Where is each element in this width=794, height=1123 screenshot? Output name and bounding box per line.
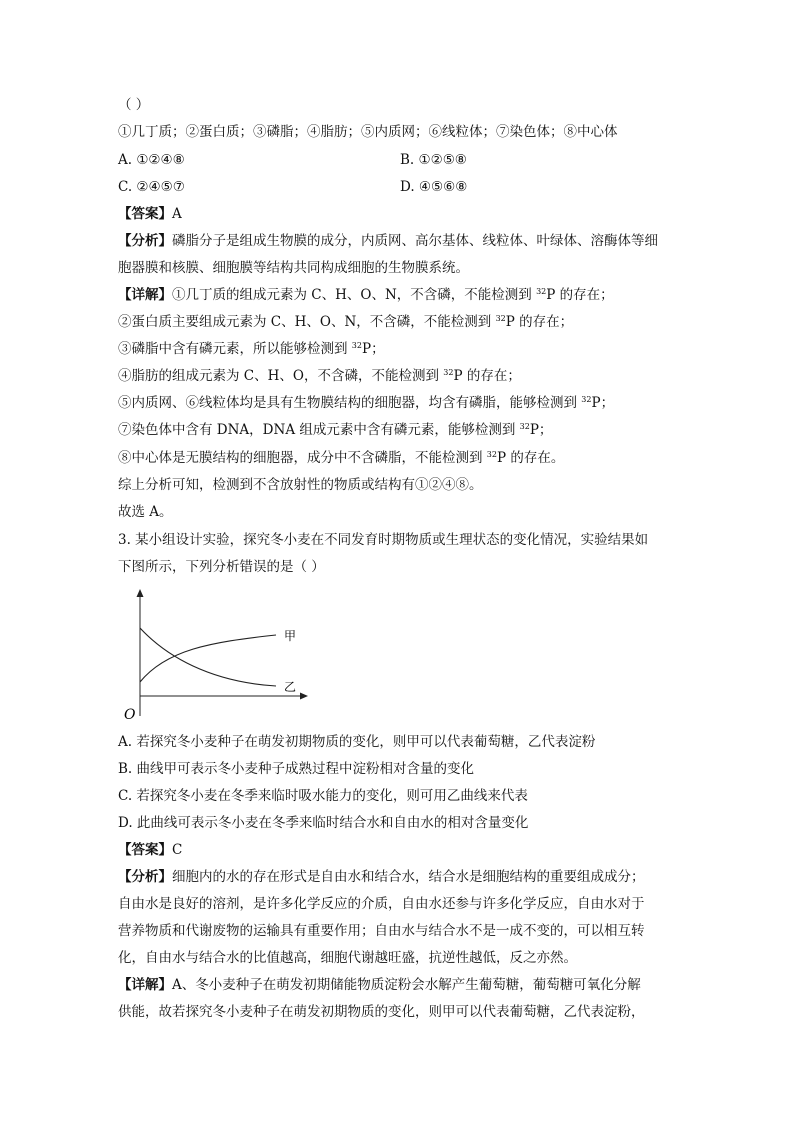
analysis-label: 【分析】 xyxy=(118,233,172,249)
q3-answer xyxy=(118,840,182,860)
q3-detail-line-2: 供能，故若探究冬小麦种子在萌发初期物质的变化，则甲可以代表葡萄糖，乙代表淀粉， xyxy=(118,1004,645,1020)
analysis-label: 【分析】 xyxy=(118,869,172,885)
q3-option-c: C. 若探究冬小麦在冬季来临时吸水能力的变化，则可用乙曲线来代表 xyxy=(118,788,528,804)
detail-text: ④脂肪的组成元素为 C、H、O，不含磷，不能检测到 xyxy=(118,368,444,384)
detail-text: ③磷脂中含有磷元素，所以能够检测到 xyxy=(118,341,352,357)
detail-text: P 的存在； xyxy=(546,287,614,303)
q2-detail-line-1 xyxy=(118,285,614,305)
curve-label-jia: 甲 xyxy=(284,629,297,643)
curve-label-yi: 乙 xyxy=(284,680,297,694)
x-axis-arrow xyxy=(300,693,308,700)
q2-items: ①几丁质；②蛋白质；③磷脂；④脂肪；⑤内质网；⑥线粒体；⑦染色体；⑧中心体 xyxy=(118,124,618,140)
detail-text: ⑦染色体中含有 DNA，DNA 组成元素中含有磷元素，能够检测到 xyxy=(118,422,520,438)
isotope-superscript: 32 xyxy=(519,422,530,431)
q3-stem-line-2: 下图所示，下列分析错误的是（ ） xyxy=(118,559,325,575)
detail-text: P； xyxy=(361,341,385,357)
isotope-superscript: 32 xyxy=(581,395,592,404)
isotope-superscript: 32 xyxy=(536,287,547,296)
q2-detail-line-3 xyxy=(118,339,385,359)
q2-analysis-line-1 xyxy=(118,231,658,251)
q2-analysis-line-2: 胞器膜和核膜、细胞膜等结构共同构成细胞的生物膜系统。 xyxy=(118,260,469,276)
isotope-superscript: 32 xyxy=(351,341,362,350)
isotope-superscript: 32 xyxy=(495,314,506,323)
detail-text: ⑧中心体是无膜结构的细胞器，成分中不含磷脂，不能检测到 xyxy=(118,450,487,466)
detail-text: P； xyxy=(529,422,553,438)
q2-option-b: B. ①②⑤⑧ xyxy=(400,152,467,168)
isotope-superscript: 32 xyxy=(486,450,497,459)
q3-figure xyxy=(118,586,318,726)
q2-detail-line-2 xyxy=(118,312,573,332)
curve-jia xyxy=(140,635,276,682)
analysis-text: 磷脂分子是组成生物膜的成分，内质网、高尔基体、线粒体、叶绿体、溶酶体等细 xyxy=(172,233,658,249)
q2-conclusion: 故选 A。 xyxy=(118,504,173,520)
detail-label: 【详解】 xyxy=(118,977,172,993)
detail-text: P 的存在。 xyxy=(496,450,565,466)
q2-option-c: C. ②④⑤⑦ xyxy=(118,179,185,195)
q3-option-a: A. 若探究冬小麦种子在萌发初期物质的变化，则甲可以代表葡萄糖，乙代表淀粉 xyxy=(118,734,596,750)
detail-text: ②蛋白质主要组成元素为 C、H、O、N，不含磷，不能检测到 xyxy=(118,314,496,330)
q2-option-d: D. ④⑤⑥⑧ xyxy=(400,179,468,195)
detail-text: P； xyxy=(591,395,615,411)
q3-option-b: B. 曲线甲可表示冬小麦种子成熟过程中淀粉相对含量的变化 xyxy=(118,761,475,777)
q2-detail-line-5 xyxy=(118,393,614,413)
q2-summary: 综上分析可知，检测到不含放射性的物质或结构有①②④⑧。 xyxy=(118,477,483,493)
detail-text: P 的存在； xyxy=(505,314,574,330)
q3-option-d: D. 此曲线可表示冬小麦在冬季来临时结合水和自由水的相对含量变化 xyxy=(118,815,529,831)
q2-answer xyxy=(118,204,182,224)
curve-yi xyxy=(140,628,276,686)
detail-label: 【详解】 xyxy=(118,287,172,303)
answer-value: A xyxy=(172,206,182,222)
q3-stem-line-1: 3. 某小组设计实验，探究冬小麦在不同发育时期物质或生理状态的变化情况，实验结果如 xyxy=(118,532,649,548)
origin-label: O xyxy=(124,707,136,723)
detail-text: A、冬小麦种子在萌发初期储能物质淀粉会水解产生葡萄糖，葡萄糖可氧化分解 xyxy=(172,977,641,993)
q3-detail-line-1 xyxy=(118,975,641,995)
q2-option-a: A. ①②④⑧ xyxy=(118,152,185,168)
q2-paren: （ ） xyxy=(118,97,150,113)
isotope-superscript: 32 xyxy=(443,368,454,377)
answer-label: 【答案】 xyxy=(118,842,172,858)
q2-detail-line-4 xyxy=(118,366,521,386)
analysis-text: 细胞内的水的存在形式是自由水和结合水，结合水是细胞结构的重要组成成分； xyxy=(172,869,645,885)
q3-analysis-line-1 xyxy=(118,867,645,887)
q2-options-row-1 xyxy=(118,150,678,170)
q2-detail-line-7 xyxy=(118,448,564,468)
answer-value: C xyxy=(172,842,183,858)
detail-text: ①几丁质的组成元素为 C、H、O、N，不含磷，不能检测到 xyxy=(172,287,537,303)
y-axis-arrow xyxy=(137,589,144,597)
q2-options-row-2 xyxy=(118,177,678,197)
q3-analysis-line-2: 自由水是良好的溶剂，是许多化学反应的介质，自由水还参与许多化学反应，自由水对于 xyxy=(118,896,645,912)
q3-analysis-line-4: 化，自由水与结合水的比值越高，细胞代谢越旺盛，抗逆性越低，反之亦然。 xyxy=(118,950,577,966)
detail-text: ⑤内质网、⑥线粒体均是具有生物膜结构的细胞器，均含有磷脂，能够检测到 xyxy=(118,395,582,411)
q2-detail-line-6 xyxy=(118,420,552,440)
q3-analysis-line-3: 营养物质和代谢废物的运输具有重要作用；自由水与结合水不是一成不变的，可以相互转 xyxy=(118,923,645,939)
detail-text: P 的存在； xyxy=(453,368,521,384)
answer-label: 【答案】 xyxy=(118,206,172,222)
